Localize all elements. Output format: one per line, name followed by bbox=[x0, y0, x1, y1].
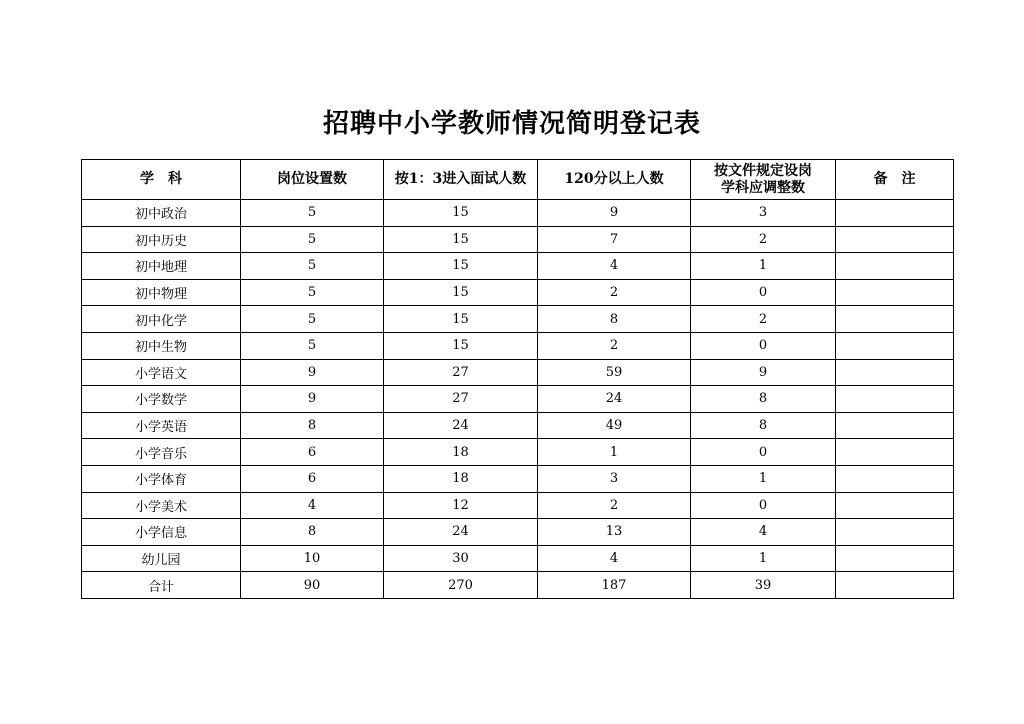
cell-interview: 15 bbox=[384, 226, 538, 253]
cell-interview: 27 bbox=[384, 359, 538, 386]
cell-adjusted: 9 bbox=[691, 359, 836, 386]
cell-adjusted: 0 bbox=[691, 332, 836, 359]
table-row bbox=[82, 279, 954, 306]
cell-adjusted: 1 bbox=[691, 545, 836, 572]
cell-adjusted: 2 bbox=[691, 306, 836, 333]
cell-adjusted: 0 bbox=[691, 279, 836, 306]
table-row bbox=[82, 492, 954, 519]
cell-positions: 8 bbox=[241, 519, 384, 546]
cell-adjusted: 8 bbox=[691, 386, 836, 413]
cell-adjusted: 1 bbox=[691, 253, 836, 280]
cell-remarks bbox=[836, 519, 954, 546]
document-title: 招聘中小学教师情况简明登记表 bbox=[322, 109, 701, 139]
cell-remarks bbox=[836, 200, 954, 227]
cell-above-120: 4 bbox=[538, 545, 691, 572]
header-remarks: 备 注 bbox=[836, 160, 954, 200]
cell-adjusted: 2 bbox=[691, 226, 836, 253]
cell-interview: 15 bbox=[384, 306, 538, 333]
cell-subject: 初中生物 bbox=[82, 332, 241, 359]
cell-remarks bbox=[836, 439, 954, 466]
table-row bbox=[82, 332, 954, 359]
cell-interview: 15 bbox=[384, 279, 538, 306]
table-row bbox=[82, 465, 954, 492]
header-interview: 按1：3进入面试人数 bbox=[384, 160, 538, 200]
cell-adjusted: 0 bbox=[691, 439, 836, 466]
cell-positions: 9 bbox=[241, 386, 384, 413]
cell-remarks bbox=[836, 332, 954, 359]
cell-above-120: 7 bbox=[538, 226, 691, 253]
cell-subject: 小学数学 bbox=[82, 386, 241, 413]
cell-adjusted: 1 bbox=[691, 465, 836, 492]
cell-positions: 5 bbox=[241, 306, 384, 333]
cell-interview: 15 bbox=[384, 253, 538, 280]
cell-above-120: 2 bbox=[538, 492, 691, 519]
table-row bbox=[82, 200, 954, 227]
header-row bbox=[82, 160, 954, 200]
table-row bbox=[82, 359, 954, 386]
cell-positions: 4 bbox=[241, 492, 384, 519]
cell-interview: 24 bbox=[384, 412, 538, 439]
cell-positions: 6 bbox=[241, 439, 384, 466]
cell-adjusted: 4 bbox=[691, 519, 836, 546]
cell-positions: 5 bbox=[241, 279, 384, 306]
cell-remarks bbox=[836, 253, 954, 280]
cell-remarks bbox=[836, 492, 954, 519]
cell-interview: 27 bbox=[384, 386, 538, 413]
cell-positions: 9 bbox=[241, 359, 384, 386]
cell-subject: 合计 bbox=[82, 572, 241, 599]
cell-above-120: 49 bbox=[538, 412, 691, 439]
table-row bbox=[82, 545, 954, 572]
cell-subject: 小学体育 bbox=[82, 465, 241, 492]
header-above-120: 120分以上人数 bbox=[538, 160, 691, 200]
cell-remarks bbox=[836, 386, 954, 413]
table-row bbox=[82, 412, 954, 439]
cell-positions: 10 bbox=[241, 545, 384, 572]
cell-above-120: 3 bbox=[538, 465, 691, 492]
cell-interview: 18 bbox=[384, 465, 538, 492]
header-positions: 岗位设置数 bbox=[241, 160, 384, 200]
cell-positions: 6 bbox=[241, 465, 384, 492]
table-row bbox=[82, 439, 954, 466]
cell-interview: 18 bbox=[384, 439, 538, 466]
cell-positions: 5 bbox=[241, 253, 384, 280]
header-adjusted bbox=[691, 160, 836, 200]
header-adjusted-line2: 学科应调整数 bbox=[721, 179, 805, 196]
cell-positions: 5 bbox=[241, 332, 384, 359]
cell-adjusted: 39 bbox=[691, 572, 836, 599]
cell-interview: 270 bbox=[384, 572, 538, 599]
header-subject: 学 科 bbox=[82, 160, 241, 200]
cell-adjusted: 3 bbox=[691, 200, 836, 227]
cell-positions: 5 bbox=[241, 200, 384, 227]
cell-above-120: 13 bbox=[538, 519, 691, 546]
table-row bbox=[82, 386, 954, 413]
cell-above-120: 8 bbox=[538, 306, 691, 333]
cell-subject: 初中政治 bbox=[82, 200, 241, 227]
cell-positions: 8 bbox=[241, 412, 384, 439]
cell-subject: 小学信息 bbox=[82, 519, 241, 546]
cell-remarks bbox=[836, 226, 954, 253]
table-row bbox=[82, 226, 954, 253]
table-row bbox=[82, 572, 954, 599]
cell-interview: 24 bbox=[384, 519, 538, 546]
cell-remarks bbox=[836, 412, 954, 439]
cell-above-120: 9 bbox=[538, 200, 691, 227]
cell-subject: 小学语文 bbox=[82, 359, 241, 386]
cell-subject: 初中历史 bbox=[82, 226, 241, 253]
cell-remarks bbox=[836, 359, 954, 386]
cell-remarks bbox=[836, 306, 954, 333]
cell-interview: 12 bbox=[384, 492, 538, 519]
cell-remarks bbox=[836, 545, 954, 572]
cell-interview: 15 bbox=[384, 332, 538, 359]
table-row bbox=[82, 519, 954, 546]
cell-subject: 小学音乐 bbox=[82, 439, 241, 466]
cell-subject: 小学美术 bbox=[82, 492, 241, 519]
cell-interview: 15 bbox=[384, 200, 538, 227]
table-row bbox=[82, 306, 954, 333]
cell-adjusted: 8 bbox=[691, 412, 836, 439]
cell-positions: 90 bbox=[241, 572, 384, 599]
cell-subject: 小学英语 bbox=[82, 412, 241, 439]
cell-remarks bbox=[836, 572, 954, 599]
table-row bbox=[82, 253, 954, 280]
cell-remarks bbox=[836, 465, 954, 492]
cell-above-120: 2 bbox=[538, 279, 691, 306]
cell-above-120: 24 bbox=[538, 386, 691, 413]
cell-above-120: 1 bbox=[538, 439, 691, 466]
cell-above-120: 4 bbox=[538, 253, 691, 280]
cell-positions: 5 bbox=[241, 226, 384, 253]
cell-above-120: 59 bbox=[538, 359, 691, 386]
header-adjusted-line1: 按文件规定设岗 bbox=[714, 162, 812, 179]
table-body bbox=[82, 200, 954, 599]
registration-table bbox=[81, 159, 954, 599]
cell-subject: 初中物理 bbox=[82, 279, 241, 306]
cell-above-120: 187 bbox=[538, 572, 691, 599]
cell-subject: 初中化学 bbox=[82, 306, 241, 333]
cell-subject: 幼儿园 bbox=[82, 545, 241, 572]
cell-above-120: 2 bbox=[538, 332, 691, 359]
cell-interview: 30 bbox=[384, 545, 538, 572]
cell-remarks bbox=[836, 279, 954, 306]
cell-adjusted: 0 bbox=[691, 492, 836, 519]
cell-subject: 初中地理 bbox=[82, 253, 241, 280]
